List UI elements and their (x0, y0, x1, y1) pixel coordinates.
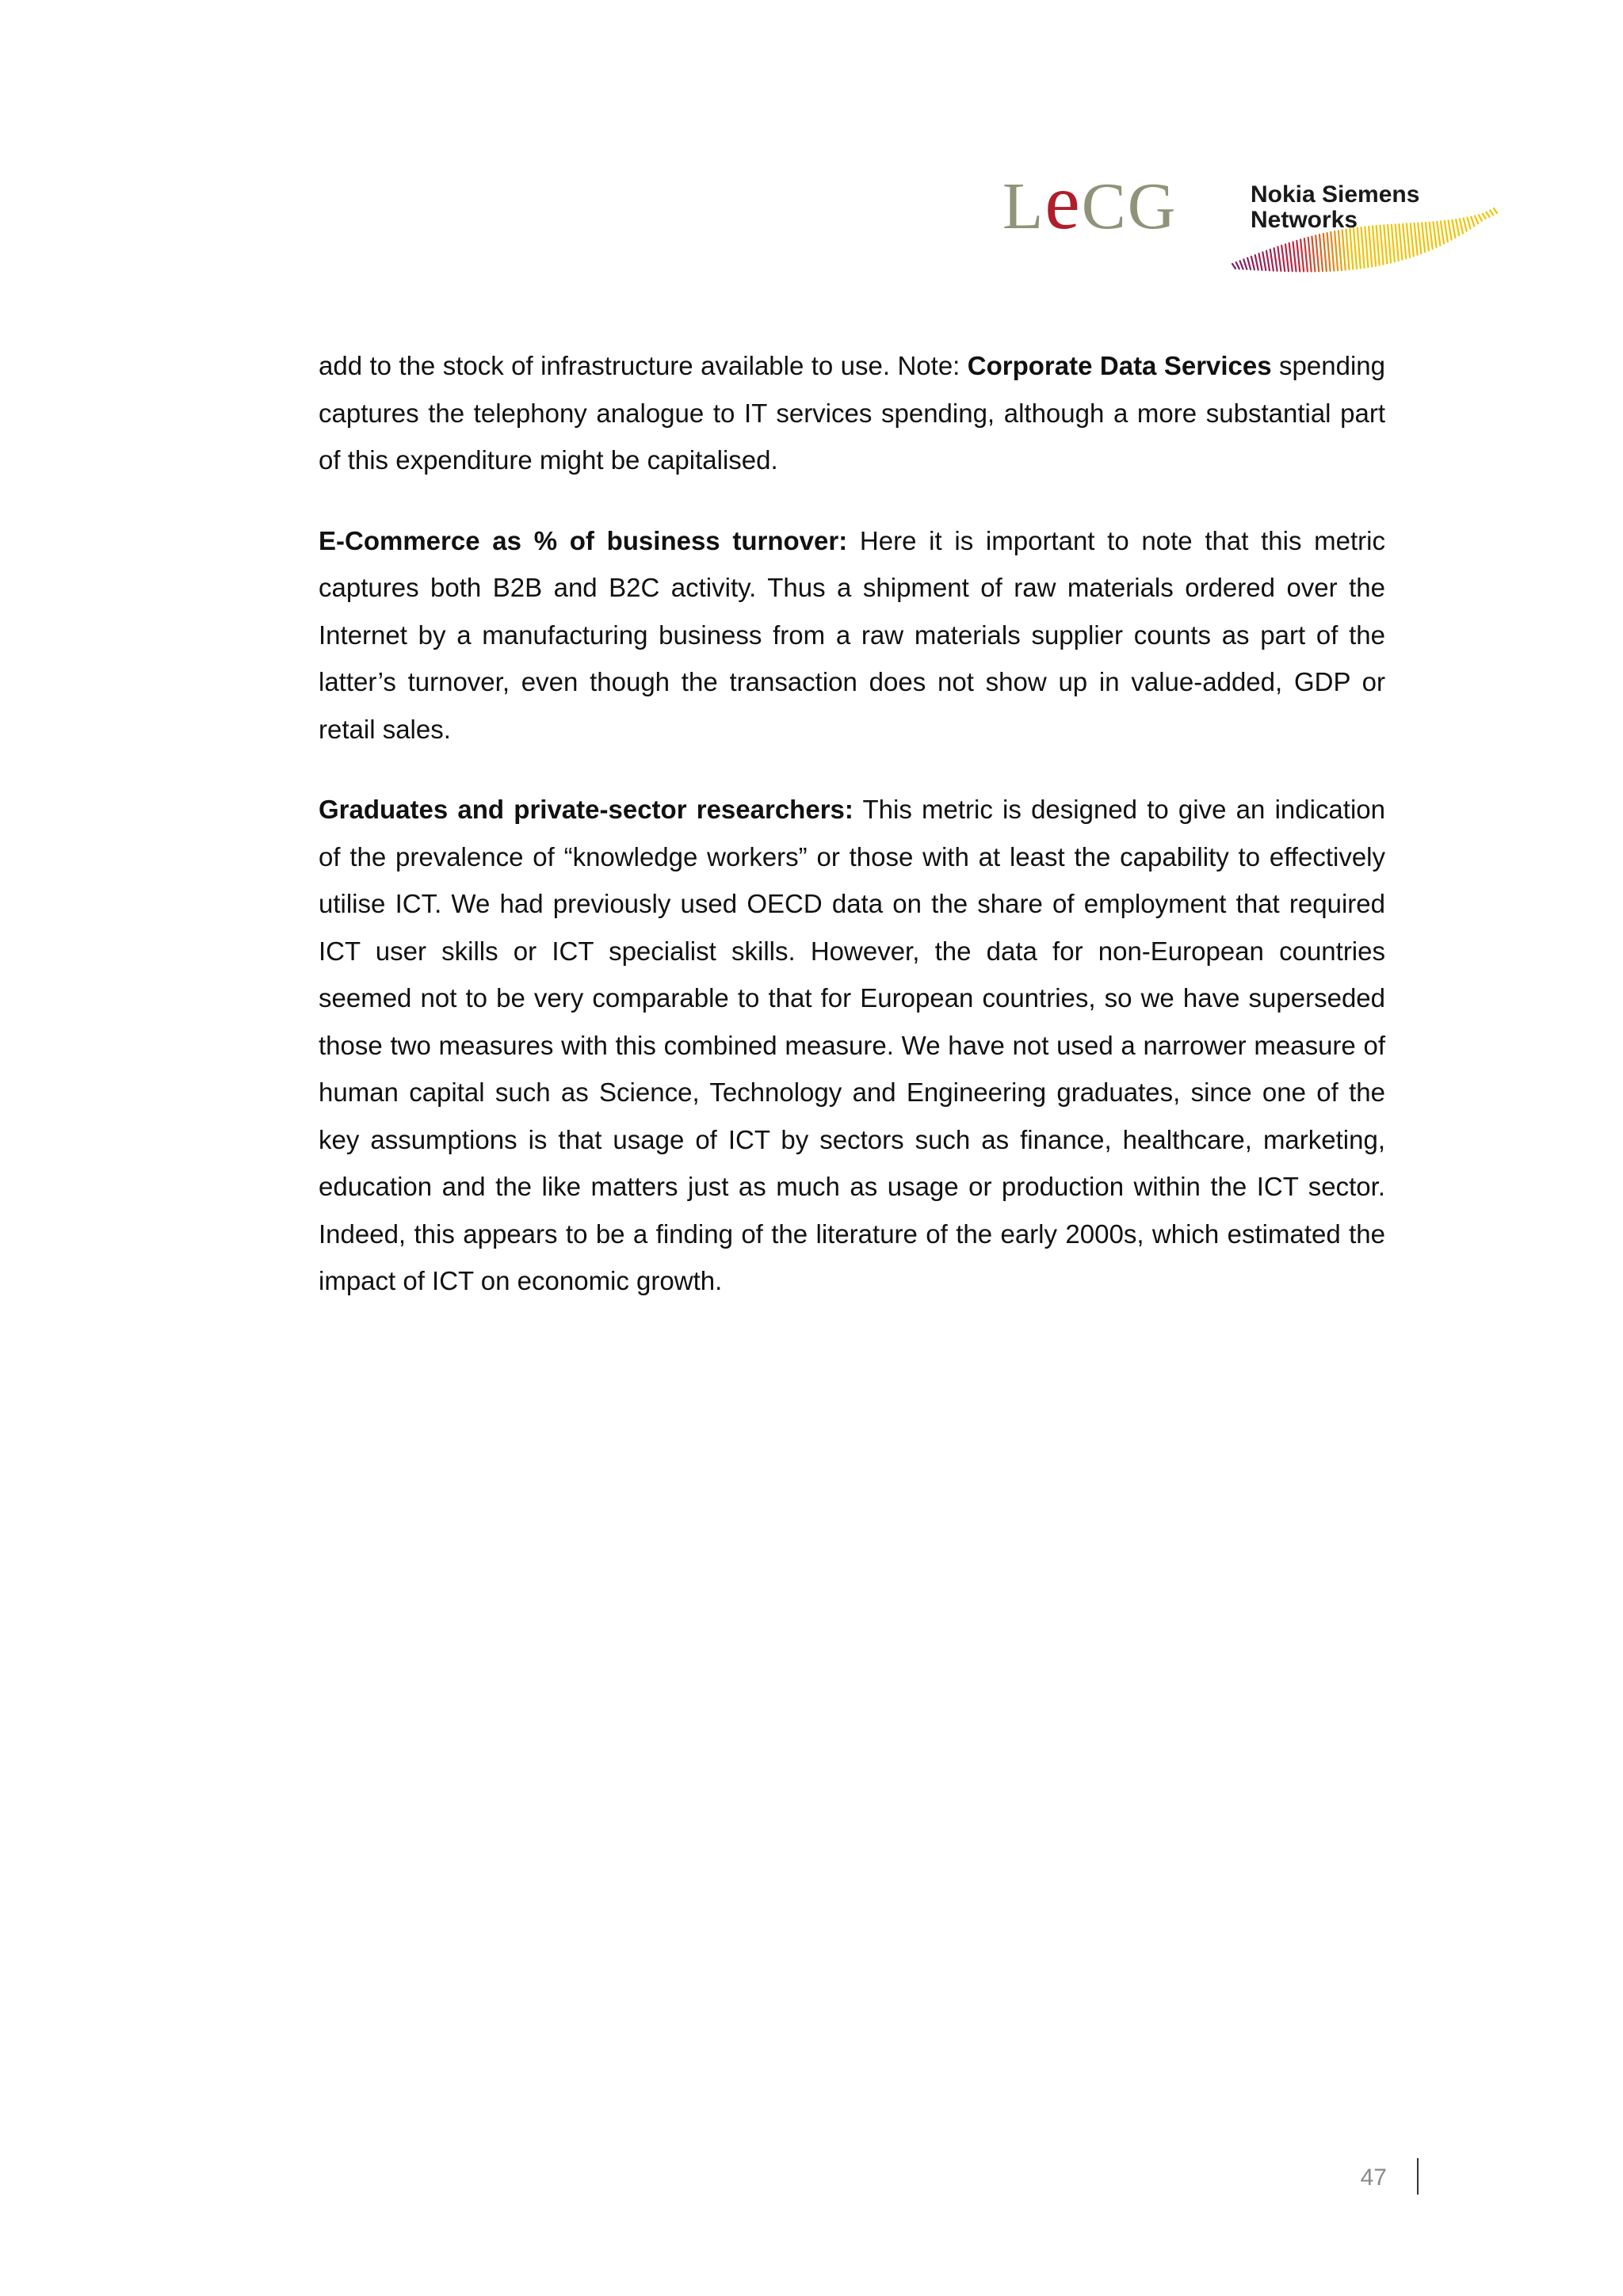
wave-stroke (1331, 232, 1334, 271)
wave-stroke (1426, 223, 1429, 250)
wave-stroke (1445, 221, 1448, 242)
wave-stroke (1377, 226, 1380, 265)
lecg-logo-cg: CG (1081, 170, 1178, 243)
wave-stroke (1240, 261, 1243, 269)
page-number: 47 (1360, 2164, 1387, 2191)
wave-stroke (1312, 237, 1315, 272)
p2-text-1: Here it is important to note that this metric captures both B2B and B2C activity. Thus a shipment of raw materials ordered over the Internet by a manufacturing business from a raw materials supplier counts as part of the latter’s turnover, even though the transaction does not show up in value-added, GDP or retail sales. (319, 525, 1385, 744)
wave-stroke (1300, 239, 1304, 271)
wave-stroke (1464, 219, 1467, 231)
p3-bold-term: Graduates and private-sector researchers: (319, 795, 854, 824)
lecg-logo-l: L (1002, 170, 1045, 243)
wave-stroke (1243, 259, 1247, 269)
p3-text-1: This metric is designed to give an indication of the prevalence of “knowledge workers” or those with at least the capability to effectively utilise ICT. We had previously used OECD data on the share of employment that required ICT user skills or ICT specialist skills. However, the data for non-European countries seemed not to be very comparable to that for European countries, so we have superseded those two measures with this combined measure. We have not used a narrower measure of human capital such as Science, Technology and Engineering graduates, since one of the key assumptions is that usage of ICT by sectors such as finance, healthcare, marketing, education and the like matters just as much as usage or production within the ICT sector. Indeed, this appears to be a finding of the literature of the early 2000s, which estimated the impact of ICT on economic growth. (319, 795, 1385, 1295)
wave-stroke (1490, 210, 1493, 215)
wave-stroke (1422, 223, 1425, 252)
wave-stroke (1486, 212, 1489, 217)
wave-stroke (1259, 254, 1262, 270)
wave-stroke (1354, 228, 1357, 269)
wave-stroke (1494, 208, 1497, 213)
wave-stroke (1319, 235, 1323, 271)
wave-stroke (1373, 226, 1376, 265)
wave-stroke (1247, 258, 1251, 270)
wave-stroke (1338, 231, 1342, 270)
wave-stroke (1316, 235, 1319, 271)
body-text (319, 342, 1385, 1338)
wave-stroke (1396, 224, 1399, 261)
wave-stroke (1236, 262, 1239, 269)
wave-stroke (1456, 219, 1459, 235)
wave-stroke (1270, 250, 1274, 271)
paragraph-graduates (319, 786, 1385, 1305)
wave-stroke (1232, 264, 1235, 269)
p1-bold-term: Corporate Data Services (967, 351, 1272, 380)
wave-stroke (1415, 223, 1418, 255)
wave-stroke (1285, 244, 1289, 271)
wave-stroke (1251, 257, 1254, 270)
nsn-wave-lines (1232, 208, 1497, 272)
wave-stroke (1384, 225, 1387, 263)
wave-stroke (1266, 251, 1270, 271)
wave-stroke (1327, 233, 1331, 271)
wave-stroke (1304, 238, 1308, 271)
wave-stroke (1350, 229, 1353, 269)
wave-stroke (1296, 241, 1300, 272)
wave-stroke (1471, 217, 1474, 227)
wave-stroke (1369, 227, 1372, 267)
wave-stroke (1452, 220, 1455, 238)
wave-stroke (1358, 228, 1361, 269)
p2-bold-term: E-Commerce as % of business turnover: (319, 525, 848, 555)
wave-stroke (1468, 218, 1471, 229)
wave-stroke (1407, 223, 1410, 257)
nsn-wave-logo (1220, 178, 1506, 305)
wave-stroke (1361, 227, 1365, 268)
wave-stroke (1392, 225, 1395, 262)
wave-stroke (1346, 230, 1350, 270)
wave-stroke (1483, 214, 1486, 219)
wave-stroke (1403, 224, 1406, 259)
wave-stroke (1399, 224, 1402, 260)
wave-stroke (1441, 221, 1444, 243)
wave-stroke (1342, 230, 1346, 269)
wave-stroke (1460, 219, 1463, 233)
wave-stroke (1365, 227, 1368, 267)
wave-stroke (1293, 242, 1296, 271)
wave-stroke (1274, 248, 1277, 271)
wave-stroke (1255, 255, 1258, 270)
wave-stroke (1323, 234, 1327, 271)
wave-stroke (1430, 223, 1433, 249)
lecg-logo-e: e (1044, 158, 1082, 246)
p1-text-2: spending captures the telephony analogue to IT services spending, although a more substantial part of this expenditure might be capitalised. (319, 351, 1385, 475)
wave-stroke (1308, 238, 1312, 272)
wave-stroke (1381, 226, 1384, 265)
wave-stroke (1277, 247, 1281, 271)
wave-stroke (1437, 222, 1440, 246)
wave-stroke (1411, 223, 1414, 256)
page-number-rule (1417, 2158, 1419, 2195)
wave-stroke (1434, 222, 1437, 247)
wave-stroke (1289, 243, 1293, 272)
nsn-logo-line1: Nokia Siemens (1251, 181, 1420, 208)
wave-stroke (1475, 216, 1478, 224)
p1-text-1: add to the stock of infrastructure available to use. Note: (319, 351, 968, 380)
wave-stroke (1335, 231, 1338, 270)
wave-stroke (1449, 220, 1452, 239)
wave-stroke (1479, 215, 1482, 221)
wave-stroke (1388, 225, 1391, 263)
lecg-logo (1002, 158, 1178, 246)
wave-stroke (1418, 223, 1421, 254)
wave-stroke (1281, 246, 1285, 271)
paragraph-ecommerce (319, 517, 1385, 753)
paragraph-data-services (319, 342, 1385, 484)
wave-stroke (1262, 252, 1266, 270)
nsn-logo-line2: Networks (1251, 207, 1358, 233)
